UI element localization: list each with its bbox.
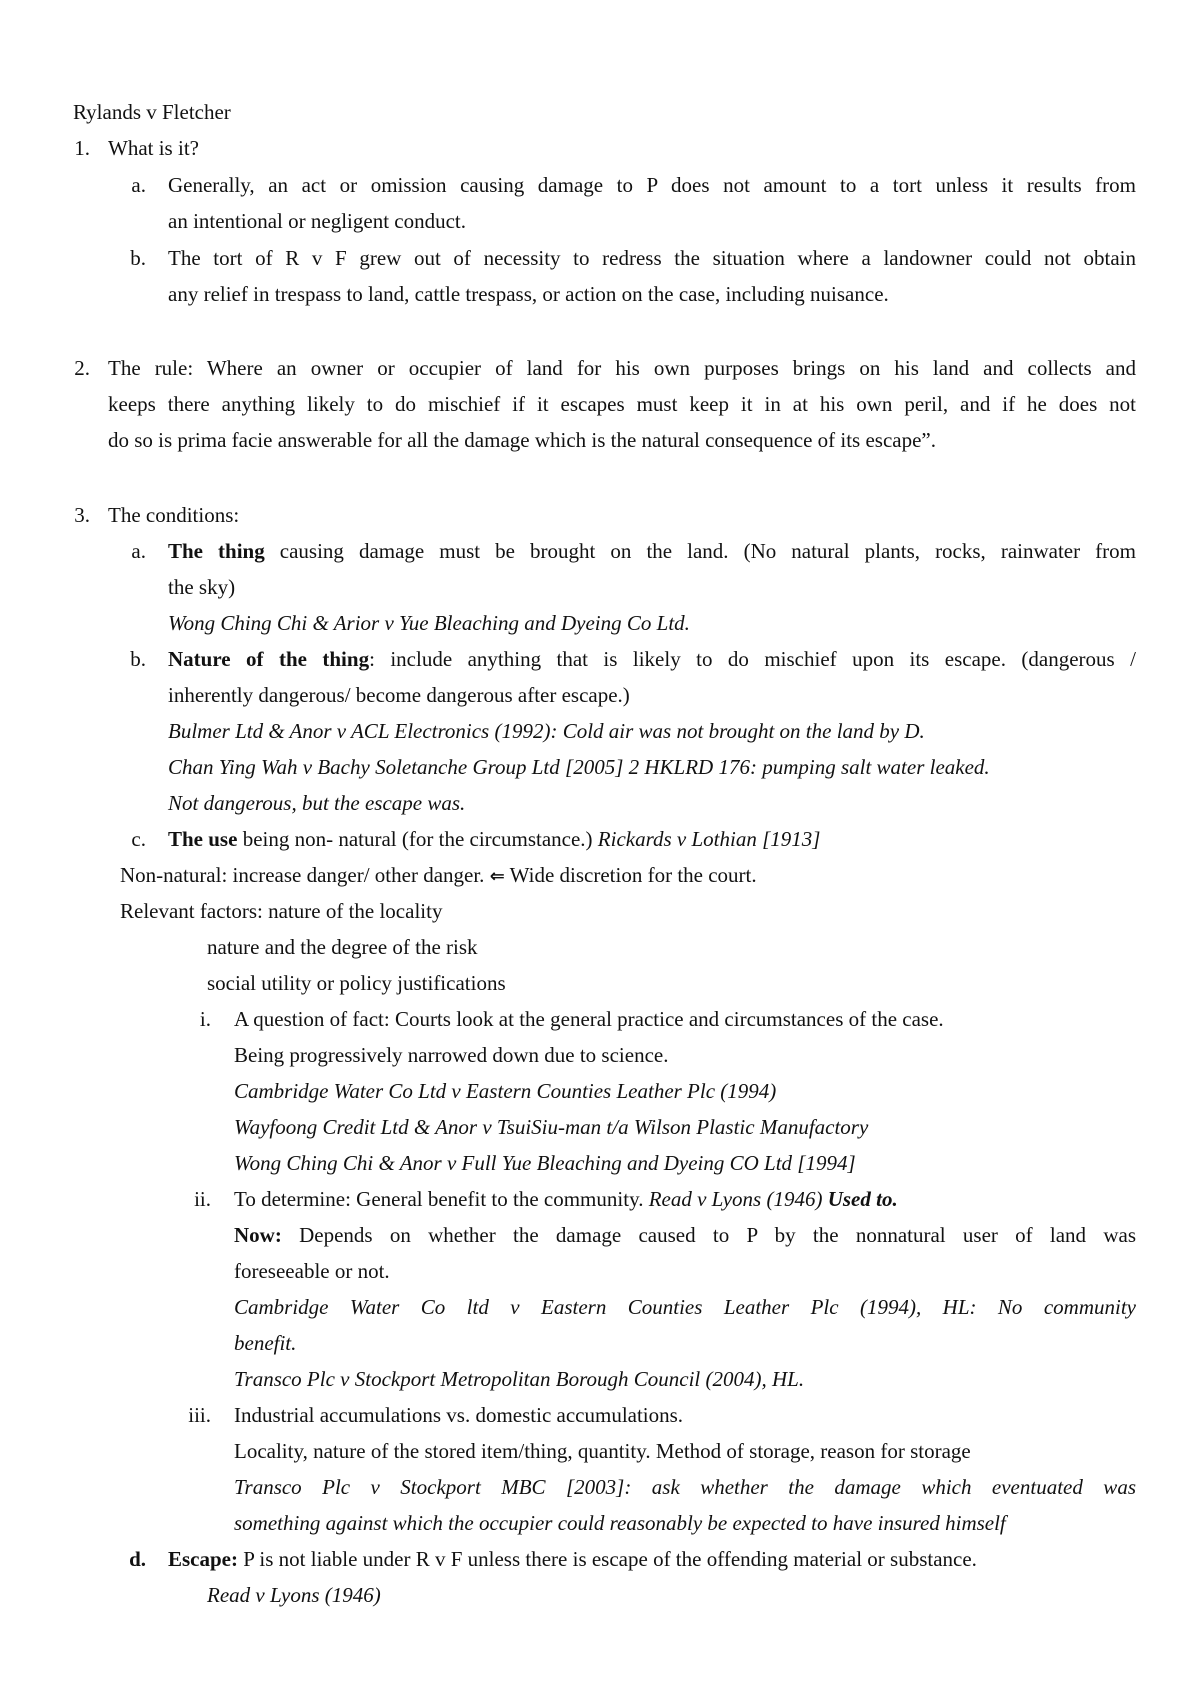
s3-c-iii-line-2: Locality, nature of the stored item/thing, quantity. Method of storage, reason for storage [234,1439,971,1463]
s3-c-iii-marker: iii. [188,1403,211,1427]
non-natural-line [120,857,757,895]
s3-a-text: causing damage must be brought on the land. (No natural plants, rocks, rainwater from [264,539,1136,563]
relevant-factors-line: Relevant factors: nature of the locality [120,899,443,923]
s3-c-ii-case-1a: Cambridge Water Co ltd v Eastern Counties Leather Plc (1994), HL: No community [234,1295,1136,1319]
s3-c-ii-line-3: foreseeable or not. [234,1259,390,1283]
s3-c-ii-used-to: Used to. [827,1187,898,1211]
s3-c-ii-now-text: Depends on whether the damage caused to P by the nonnatural user of land was [281,1223,1136,1247]
s3-c-ii-marker: ii. [194,1187,211,1211]
section-1-heading: What is it? [108,136,199,160]
s3-b-line-2: inherently dangerous/ become dangerous after escape.) [168,683,630,707]
relevant-factor-3: social utility or policy justifications [207,971,506,995]
s2-line-1: The rule: Where an owner or occupier of land for his own purposes brings on his land and collects and [108,356,1136,380]
s3-c-bold-term: The use [168,827,238,851]
s3-b-case-3: Not dangerous, but the escape was. [168,791,466,815]
s3-c-iii-case-1b: something against which the occupier could reasonably be expected to have insured himself [234,1511,1006,1535]
s3-b-text: : include anything that is likely to do mischief upon its escape. (dangerous / [369,647,1136,671]
relevant-factor-2: nature and the degree of the risk [207,935,478,959]
s3-a-line-2: the sky) [168,575,236,599]
s3-c-line-1 [168,821,820,857]
s2-line-2: keeps there anything likely to do mischief if it escapes must keep it in at his own peril, and if he does not [108,392,1136,416]
s3-b-case-2: Chan Ying Wah v Bachy Soletanche Group Ltd [2005] 2 HKLRD 176: pumping salt water leaked. [168,755,990,779]
section-1-number: 1. [74,136,90,160]
s3-c-i-case-3: Wong Ching Chi & Anor v Full Yue Bleaching and Dyeing CO Ltd [1994] [234,1151,856,1175]
s3-c-i-marker: i. [199,1007,211,1031]
non-natural-text: Non-natural: increase danger/ other danger. [120,863,490,887]
s3-c-iii-line-1: Industrial accumulations vs. domestic accumulations. [234,1403,684,1427]
s3-a-case: Wong Ching Chi & Arior v Yue Bleaching and Dyeing Co Ltd. [168,611,690,635]
s3-b-marker: b. [130,647,146,671]
s1-b-line-2: any relief in trespass to land, cattle trespass, or action on the case, including nuisance. [168,282,889,306]
discretion-text: Wide discretion for the court. [504,863,757,887]
s3-c-ii-case: Read v Lyons (1946) [648,1187,828,1211]
s3-b-line-1 [168,641,1136,677]
section-3-heading: The conditions: [108,503,240,527]
s3-c-i-case-2: Wayfoong Credit Ltd & Anor v TsuiSiu-man t/a Wilson Plastic Manufactory [234,1115,869,1139]
s3-c-ii-line-1 [234,1181,898,1217]
s3-c-iii-case-1a: Transco Plc v Stockport MBC [2003]: ask whether the damage which eventuated was [234,1475,1136,1499]
s3-d-bold-term: Escape: [168,1547,238,1571]
s3-c-ii-case-2: Transco Plc v Stockport Metropolitan Borough Council (2004), HL. [234,1367,805,1391]
s3-c-i-case-1: Cambridge Water Co Ltd v Eastern Counties Leather Plc (1994) [234,1079,777,1103]
s3-d-case: Read v Lyons (1946) [207,1583,381,1607]
doc-title: Rylands v Fletcher [73,100,231,124]
s1-b-marker: b. [130,246,146,270]
s3-a-bold-term: The thing [168,539,265,563]
s3-c-ii-line-2 [234,1217,1136,1253]
left-arrow-icon: ⇐ [489,866,505,887]
s1-a-line-2: an intentional or negligent conduct. [168,209,466,233]
s3-c-text: being non- natural (for the circumstance.) [237,827,598,851]
s3-c-ii-now: Now: [234,1223,282,1247]
s3-a-line-1 [168,533,1136,569]
section-2-number: 2. [74,356,90,380]
s3-b-bold-term: Nature of the thing [168,647,370,671]
s3-c-i-line-2: Being progressively narrowed down due to science. [234,1043,669,1067]
s3-c-marker: c. [131,827,146,851]
s3-c-case: Rickards v Lothian [1913] [597,827,821,851]
s1-a-marker: a. [131,173,146,197]
section-3-number: 3. [74,503,90,527]
s3-c-i-line-1: A question of fact: Courts look at the general practice and circumstances of the case. [234,1007,944,1031]
s3-d-marker: d. [129,1547,146,1571]
s2-line-3: do so is prima facie answerable for all the damage which is the natural consequence of its escape”. [108,428,937,452]
s1-a-line-1: Generally, an act or omission causing damage to P does not amount to a tort unless it results from [168,173,1136,197]
s3-a-marker: a. [131,539,146,563]
s3-d-text: P is not liable under R v F unless there is escape of the offending material or substance. [238,1547,977,1571]
s3-c-ii-text: To determine: General benefit to the community. [234,1187,649,1211]
s3-b-case-1: Bulmer Ltd & Anor v ACL Electronics (1992): Cold air was not brought on the land by D. [168,719,925,743]
s1-b-line-1: The tort of R v F grew out of necessity to redress the situation where a landowner could not obtain [168,246,1136,270]
s3-d-line-1 [168,1541,977,1577]
s3-c-ii-case-1b: benefit. [234,1331,297,1355]
